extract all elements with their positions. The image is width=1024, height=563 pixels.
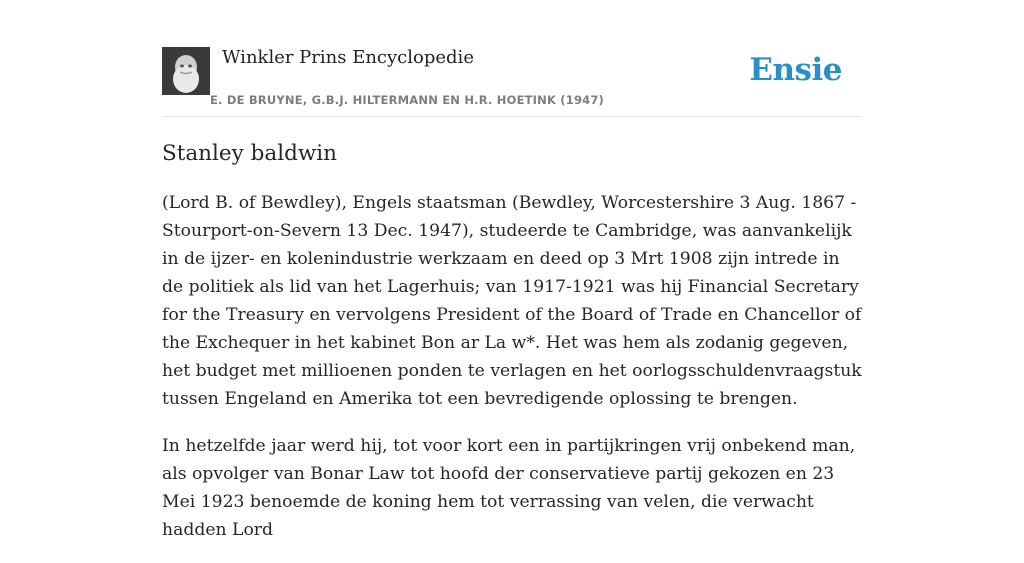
site-header [162,46,862,117]
article-title: Stanley baldwin [162,141,337,166]
avatar[interactable] [162,47,210,95]
bearded-man-portrait-icon [162,47,210,95]
authors-line: E. DE BRUYNE, G.B.J. HILTERMANN EN H.R. HOETINK (1947) [210,93,605,107]
site-name[interactable]: Winkler Prins Encyclopedie [222,47,474,68]
article-paragraph: In hetzelfde jaar werd hij, tot voor kort een in partijkringen vrij onbekend man, als opvolger van Bonar Law tot hoofd der conservatieve partij gekozen en 23 Mei 1923 benoemde de koning hem tot verrassing van velen, die verwacht hadden Lord [162,436,856,540]
article [162,138,862,563]
ensie-logo[interactable]: Ensie [749,52,842,88]
article-paragraph: (Lord B. of Bewdley), Engels staatsman (Bewdley, Worcestershire 3 Aug. 1867 - Stourport-on-Severn 13 Dec. 1947), studeerde te Cambridge, was aanvankelijk in de ijzer- en kolenindustrie werkzaam en deed op 3 Mrt 1908 zijn intrede in de politiek als lid van het Lagerhuis; van 1917-1921 was hij Financial Secretary for the Treasury en vervolgens President of the Board of Trade en Chancellor of the Exchequer in het kabinet Bon ar La w*. Het was hem als zodanig gegeven, het budget met millioenen ponden te verlagen en het oorlogsschuldenvraagstuk tussen Engeland en Amerika tot een bevredigende oplossing te brengen. [162,193,862,409]
